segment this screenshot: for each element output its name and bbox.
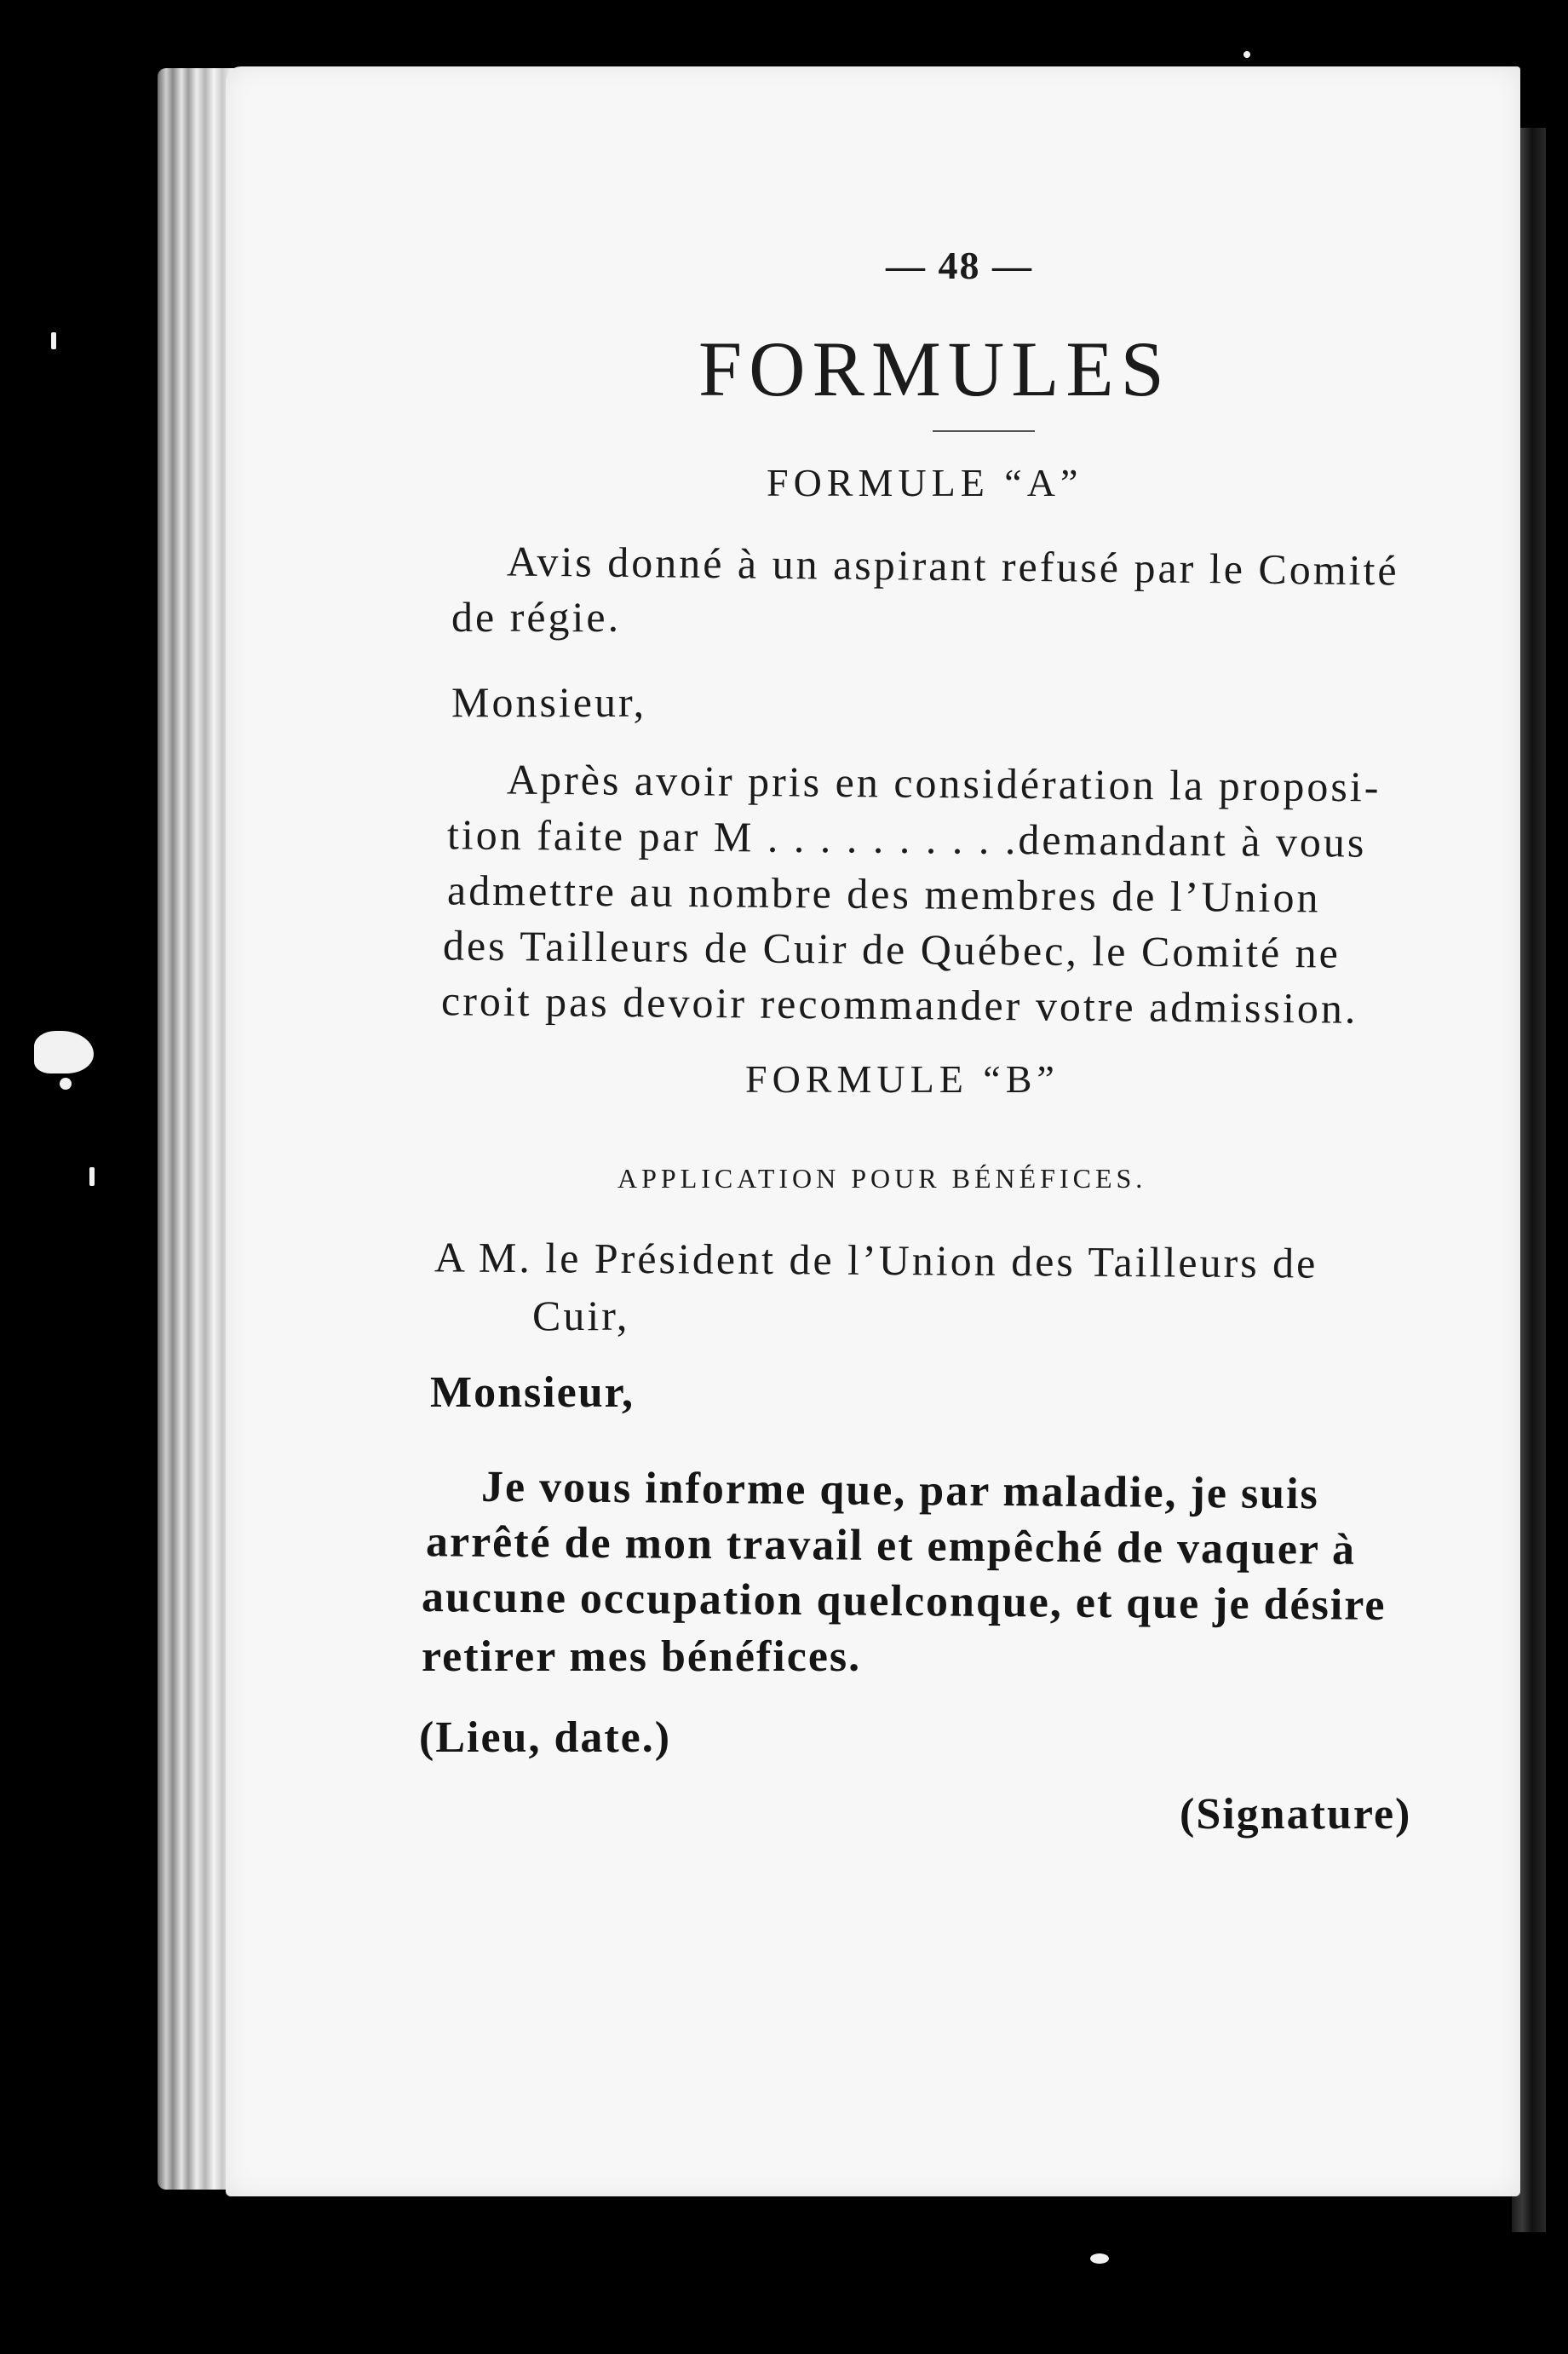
formule-a-body-line: tion faite par M . . . . . . . . . .demandant à vous [446, 810, 1367, 866]
formule-b-body-line: retirer mes bénéfices. [422, 1632, 862, 1681]
dust-speck [34, 1031, 94, 1073]
formule-a-salutation: Monsieur, [451, 678, 647, 726]
formule-b-signature: (Signature) [1180, 1790, 1412, 1839]
formule-b-place-date: (Lieu, date.) [419, 1713, 672, 1762]
page-number: — 48 — [886, 244, 1033, 287]
formule-a-body-line: Après avoir pris en considération la proposi- [506, 755, 1381, 811]
title-divider [933, 430, 1035, 432]
formule-b-address-line: A M. le Président de l’Union des Tailleurs de [434, 1233, 1318, 1287]
dust-speck [1243, 51, 1250, 58]
formule-a-body-line: croit pas devoir recommander votre admission. [440, 976, 1358, 1033]
page-title: FORMULES [698, 325, 1171, 412]
formule-a-intro-line: Avis donné à un aspirant refusé par le Comité [506, 537, 1399, 595]
formule-b-heading: FORMULE “B” [745, 1057, 1060, 1101]
formule-b-body-line: arrêté de mon travail et empêché de vaquer à [425, 1517, 1357, 1574]
formule-b-address-line: Cuir, [532, 1292, 630, 1339]
formule-b-body-line: Je vous informe que, par maladie, je suis [480, 1462, 1320, 1519]
formule-a-intro-line: de régie. [451, 593, 622, 641]
formule-a-body-line: admettre au nombre des membres de l’Union [446, 866, 1321, 922]
dust-speck [1090, 2253, 1109, 2264]
dust-speck [51, 332, 56, 349]
dust-speck [89, 1167, 95, 1186]
formule-a-body-line: des Tailleurs de Cuir de Québec, le Comité ne [442, 921, 1341, 977]
formule-b-body-line: aucune occupation quelconque, et que je désire [421, 1573, 1387, 1630]
formule-b-salutation: Monsieur, [430, 1368, 635, 1417]
formule-b-subheading: APPLICATION POUR BÉNÉFICES. [617, 1163, 1147, 1194]
dust-speck [60, 1078, 72, 1090]
formule-a-heading: FORMULE “A” [767, 461, 1083, 504]
